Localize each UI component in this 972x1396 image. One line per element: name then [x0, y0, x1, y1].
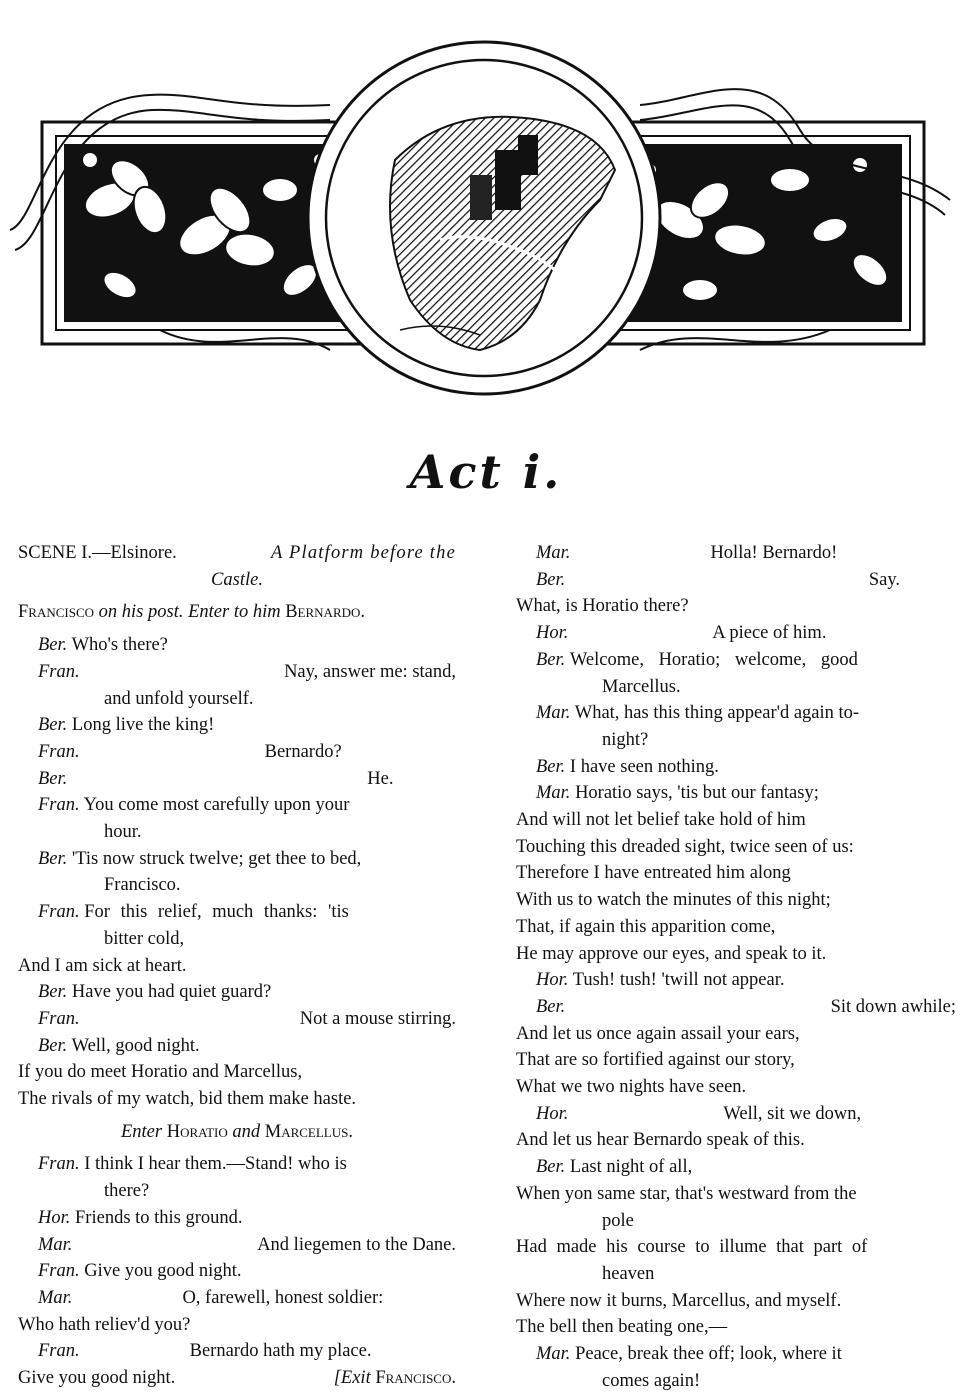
speech: You come most carefully upon your	[83, 795, 350, 816]
verse-line: When yon same star, that's westward from the	[516, 1183, 857, 1204]
scene-place: A Platform before the	[271, 543, 456, 563]
speech: A piece of him.	[712, 623, 827, 644]
speech: Last night of all,	[569, 1157, 693, 1178]
verse-line: Touching this dreaded sight, twice seen of us:	[516, 836, 854, 857]
speech: Well, good night.	[71, 1035, 200, 1056]
exit-text: [Exit	[333, 1368, 371, 1389]
direction-text: Enter	[120, 1121, 163, 1142]
speaker: Mar.	[536, 783, 571, 804]
dialogue-line	[18, 899, 456, 926]
dialogue-continuation: night?	[602, 729, 649, 750]
dialogue-line	[18, 1338, 456, 1365]
dialogue-line	[18, 712, 456, 739]
direction-text: Enter to him	[188, 602, 281, 623]
dialogue-line	[516, 1101, 956, 1128]
speaker: Mar.	[536, 543, 571, 563]
exit-direction	[334, 1365, 456, 1392]
dialogue-line	[18, 1033, 456, 1060]
speech: For this relief, much thanks: 'tis	[84, 902, 349, 923]
dialogue-continuation: pole	[602, 1210, 634, 1231]
speaker: Ber.	[536, 649, 566, 670]
speaker: Hor.	[536, 1103, 569, 1124]
speech: He.	[367, 768, 394, 789]
speaker: Ber.	[536, 996, 566, 1017]
dialogue-line	[516, 567, 956, 594]
speaker: Hor.	[38, 1207, 71, 1228]
speaker: Mar.	[536, 703, 571, 724]
direction-name: Francisco	[18, 602, 95, 623]
speaker: Fran.	[38, 902, 80, 923]
dialogue-line	[18, 739, 456, 766]
dialogue-line	[516, 967, 956, 994]
speech: Give you good night.	[18, 1368, 176, 1389]
speech: Give you good night.	[84, 1261, 242, 1282]
speaker: Fran.	[38, 661, 80, 682]
speech: Bernardo?	[264, 741, 342, 762]
speaker: Ber.	[38, 635, 68, 656]
speaker: Fran.	[38, 1008, 80, 1029]
dialogue-continuation: there?	[104, 1181, 150, 1202]
dialogue-line	[18, 1205, 456, 1232]
dialogue-line	[18, 1285, 456, 1312]
scene-location: SCENE I.—Elsinore.	[18, 543, 177, 563]
verse-line: Had made his course to illume that part of	[516, 1237, 868, 1258]
speaker: Fran.	[38, 1341, 80, 1362]
dialogue-line	[516, 700, 956, 727]
verse-line: And will not let belief take hold of him	[516, 810, 806, 831]
speaker: Mar.	[536, 1344, 571, 1365]
speaker: Fran.	[38, 1261, 80, 1282]
speech: I have seen nothing.	[569, 756, 719, 777]
verse-line: And let us hear Bernardo speak of this.	[516, 1130, 805, 1151]
dialogue-line	[18, 1151, 456, 1178]
verse-line: What we two nights have seen.	[516, 1077, 747, 1098]
verse-line: That, if again this apparition come,	[516, 916, 776, 937]
dialogue-line	[18, 632, 456, 659]
dialogue-line	[18, 792, 456, 819]
speech: I think I hear them.—Stand! who is	[84, 1154, 347, 1175]
verse-line: And I am sick at heart.	[18, 955, 187, 976]
speaker: Ber.	[38, 715, 68, 736]
dialogue-continuation: Marcellus.	[602, 676, 681, 697]
dialogue-line	[18, 1258, 456, 1285]
decorative-banner	[0, 0, 972, 420]
speaker: Mar.	[38, 1287, 73, 1308]
dialogue-continuation: bitter cold,	[104, 928, 185, 949]
speaker: Fran.	[38, 741, 80, 762]
speech: What, has this thing appear'd again to-	[574, 703, 860, 724]
direction-name: Marcellus.	[264, 1121, 353, 1142]
verse-line-exit	[18, 1365, 456, 1392]
direction-text: on his post.	[98, 602, 184, 623]
dialogue-continuation: hour.	[104, 822, 142, 843]
verse-line: The bell then beating one,—	[516, 1317, 728, 1338]
scene-place-cont: Castle.	[211, 569, 263, 590]
dialogue-continuation: Francisco.	[104, 875, 181, 896]
speaker: Mar.	[38, 1234, 73, 1255]
speech: 'Tis now struck twelve; get thee to bed,	[71, 848, 362, 869]
dialogue-line	[18, 766, 456, 793]
verse-line: And let us once again assail your ears,	[516, 1023, 800, 1044]
direction-name: Bernardo.	[285, 602, 366, 623]
verse-line: With us to watch the minutes of this night;	[516, 890, 831, 911]
speech: Well, sit we down,	[723, 1103, 862, 1124]
speaker: Fran.	[38, 1154, 80, 1175]
verse-line: Who hath reliev'd you?	[18, 1314, 191, 1335]
dialogue-line	[18, 1006, 456, 1033]
speech: Have you had quiet guard?	[71, 982, 272, 1003]
speech: Nay, answer me: stand,	[284, 661, 456, 682]
dialogue-line	[516, 1341, 956, 1368]
dialogue-line	[516, 647, 956, 674]
dialogue-continuation: heaven	[602, 1263, 655, 1284]
speech: O, farewell, honest soldier:	[182, 1287, 384, 1308]
dialogue-line	[18, 1232, 456, 1259]
speech: Say.	[868, 569, 900, 590]
exit-name: Francisco.	[375, 1368, 456, 1389]
speaker: Ber.	[38, 848, 68, 869]
speech: Tush! tush! 'twill not appear.	[572, 970, 785, 991]
speaker: Ber.	[38, 982, 68, 1003]
dialogue-continuation: and unfold yourself.	[104, 688, 254, 709]
speaker: Hor.	[536, 623, 569, 644]
dialogue-line	[516, 1154, 956, 1181]
dialogue-line	[516, 754, 956, 781]
speaker: Ber.	[536, 1157, 566, 1178]
speech: Holla! Bernardo!	[710, 543, 838, 563]
speech: Who's there?	[71, 635, 168, 656]
verse-line: That are so fortified against our story,	[516, 1050, 795, 1071]
verse-line: Where now it burns, Marcellus, and myself.	[516, 1290, 842, 1311]
speech: And liegemen to the Dane.	[257, 1234, 456, 1255]
speech: Friends to this ground.	[75, 1207, 243, 1228]
verse-line: The rivals of my watch, bid them make haste.	[18, 1089, 357, 1110]
speaker: Ber.	[536, 756, 566, 777]
speech: Bernardo hath my place.	[189, 1341, 372, 1362]
speech: Long live the king!	[71, 715, 215, 736]
speaker: Ber.	[536, 569, 566, 590]
direction-name: Horatio	[166, 1121, 228, 1142]
speech: Peace, break thee off; look, where it	[575, 1344, 842, 1365]
dialogue-line	[516, 540, 956, 567]
dialogue-continuation: comes again!	[602, 1370, 701, 1391]
direction-text: and	[232, 1121, 261, 1142]
speaker: Fran.	[38, 795, 80, 816]
speech: Horatio says, 'tis but our fantasy;	[575, 783, 819, 804]
stage-direction	[18, 599, 456, 626]
left-column	[18, 540, 456, 1392]
speech: Not a mouse stirring.	[299, 1008, 456, 1029]
dialogue-line	[18, 846, 456, 873]
speaker: Hor.	[536, 970, 569, 991]
speaker: Ber.	[38, 768, 68, 789]
dialogue-line	[516, 994, 956, 1021]
dialogue-line	[516, 780, 956, 807]
verse-line: He may approve our eyes, and speak to it.	[516, 943, 827, 964]
dialogue-line	[18, 979, 456, 1006]
speech: Sit down awhile;	[830, 996, 956, 1017]
dialogue-line	[516, 620, 956, 647]
scene-heading	[18, 540, 456, 567]
dialogue-line	[18, 659, 456, 686]
act-title: Act i.	[409, 445, 563, 499]
verse-line: What, is Horatio there?	[516, 596, 689, 617]
verse-line: Therefore I have entreated him along	[516, 863, 791, 884]
speaker: Ber.	[38, 1035, 68, 1056]
right-column	[516, 540, 956, 1395]
stage-direction	[18, 1119, 456, 1146]
verse-line: If you do meet Horatio and Marcellus,	[18, 1062, 303, 1083]
speech: Welcome, Horatio; welcome, good	[569, 649, 858, 670]
